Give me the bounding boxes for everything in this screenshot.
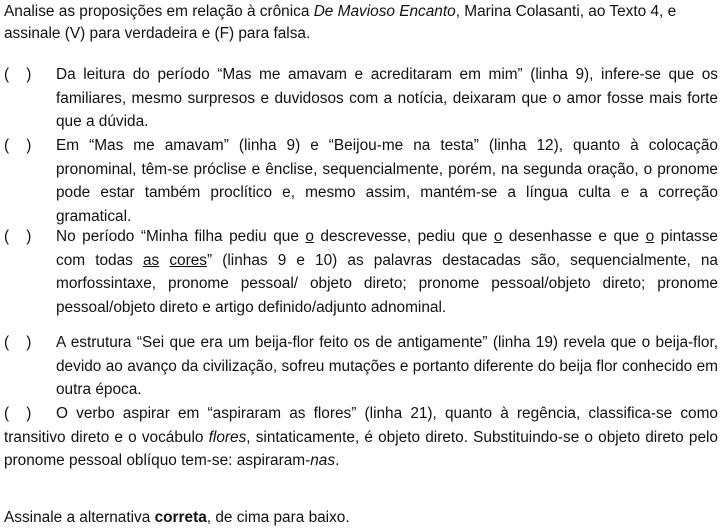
proposition-1	[4, 63, 718, 134]
highlight-o-2: o	[493, 228, 503, 245]
final-instruction: Assinale a alternativa correta, de cima para baixo.	[4, 509, 350, 526]
answer-box-2[interactable]: ( )	[4, 137, 32, 154]
answer-box-1[interactable]: ( )	[4, 66, 32, 83]
answer-box-3[interactable]: ( )	[4, 228, 32, 245]
question-prompt: Analise as proposições em relação à crônica De Mavioso Encanto, Marina Colasanti, ao Texto 4, e assinale (V) para verdadeira e (F) para falsa.	[4, 3, 677, 42]
proposition-5	[4, 402, 718, 473]
highlight-cores: cores	[169, 251, 207, 269]
proposition-5-text: O verbo aspirar em “aspiraram as flores” (linha 21), quanto à regência, classifica-se como transitivo direto e o vocábulo flores, sintaticamente, é objeto direto. Substituindo-se o objeto direto pelo pronome pessoal oblíquo tem-se: aspiraram-nas.	[4, 405, 718, 469]
highlight-as: as	[142, 251, 160, 269]
word-flores: flores	[208, 428, 247, 446]
proposition-4	[4, 331, 718, 402]
highlight-o-3: o	[645, 228, 655, 245]
proposition-1-text: Da leitura do período “Mas me amavam e acreditaram em mim” (linha 9), infere-se que os familiares, mesmo surpresos e duvidosos com a notícia, deixaram que o amor fosse mais forte que a dúvida.	[56, 66, 718, 130]
proposition-3	[4, 225, 718, 319]
proposition-3-text: No período “Minha filha pediu que o descrevesse, pediu que o desenhasse e que o pintasse com todas as cores” (linhas 9 e 10) as palavras destacadas são, sequencialmente, na morfossintaxe, pronome pessoal/ objeto direto; pronome pessoal/objeto direto; pronome pessoal/objeto direto e artigo definido/adjunto adnominal.	[56, 228, 718, 316]
answer-box-4[interactable]: ( )	[4, 334, 32, 351]
proposition-2-text: Em “Mas me amavam” (linha 9) e “Beijou-me na testa” (linha 12), quanto à colocação pronominal, têm-se próclise e ênclise, sequencialmente, porém, na segunda oração, o pronome pode estar também proclítico e, mesmo assim, mantém-se a língua culta e a correção gramatical.	[56, 137, 718, 225]
proposition-4-text: A estrutura “Sei que era um beija-flor feito os de antigamente” (linha 19) revela que o beija-flor, devido ao avanço da civilização, sofreu mutações e portanto diferente do beija flor conhecido em outra época.	[56, 334, 718, 398]
highlight-o-1: o	[305, 228, 314, 245]
proposition-2	[4, 134, 718, 228]
word-nas: nas	[310, 452, 336, 469]
answer-box-5[interactable]: ( )	[4, 405, 32, 422]
work-title: De Mavioso Encanto	[313, 3, 456, 20]
bold-correta: correta	[154, 509, 207, 526]
